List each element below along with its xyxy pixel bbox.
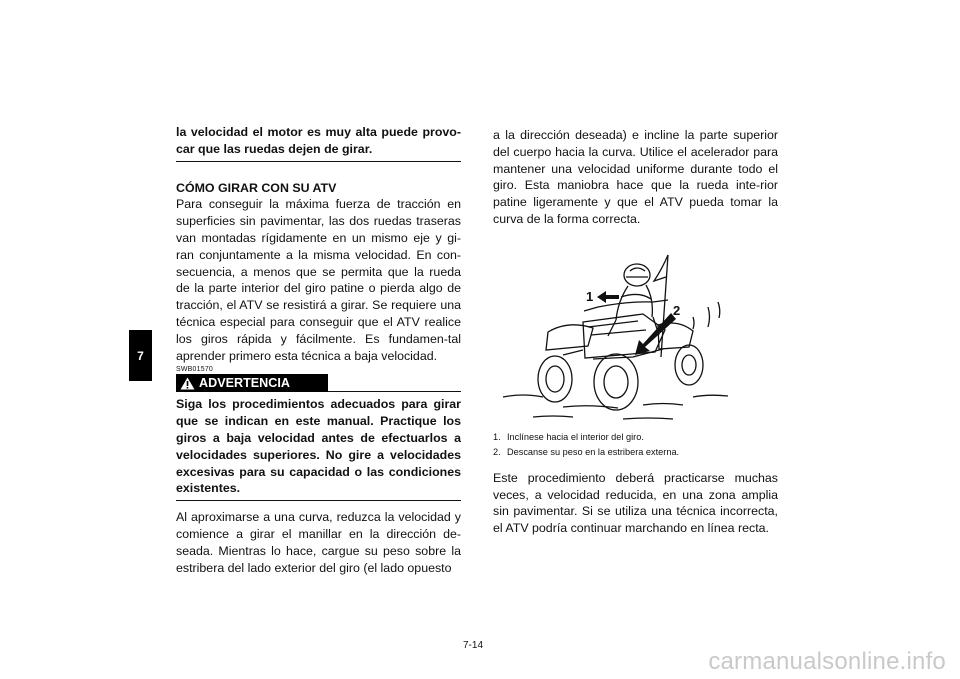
caption-item [493, 430, 778, 445]
warning-header [176, 374, 461, 392]
right-column [493, 127, 778, 537]
caption-text: Inclínese hacia el interior del giro. [507, 431, 644, 442]
warning-text: Siga los procedimientos adecuados para girar que se indican en este manual. Practique los giros a baja velocidad antes de efectuarlos a velocidades superiores. No gire a velocidades excesivas para su capacidad o las condiciones existentes. [176, 397, 461, 496]
chapter-tab: 7 [129, 330, 152, 381]
figure-captions [493, 430, 778, 460]
paragraph: Al aproximarse a una curva, reduzca la velocidad y comience a girar el manillar en la dirección de-seada. Mientras lo hace, cargue su peso sobre la estribera del lado exterior del giro (el lado opuesto [176, 510, 461, 575]
paragraph: Para conseguir la máxima fuerza de tracción en superficies sin pavimentar, las dos ruedas traseras van montadas rígidamente en un mismo eje y gi-ran conjuntamente a la misma velocidad. En con-secuencia, a menos que se permita que la rueda de la parte interior del giro patine o pierda algo de tracción, el ATV se resistirá a girar. Se requiere una técnica especial para conseguir que el ATV realice los giros rápida y fácilmente. Es fundamen-tal aprender primero esta técnica a baja velocidad. [176, 197, 461, 363]
watermark: carmanualsonline.info [708, 648, 946, 675]
caption-number: 2. [493, 446, 501, 457]
atv-turning-illustration [493, 247, 778, 422]
divider [176, 500, 461, 501]
warning-code: SWB01570 [176, 366, 214, 374]
paragraph: a la dirección deseada) e incline la parte superior del cuerpo hacia la curva. Utilice el acelerador para mantener una velocidad uniforme durante todo el giro. Esta maniobra hace que la rueda inte-rior patine ligeramente y que el ATV pueda tomar la curva de la forma correcta. [493, 128, 778, 226]
warning-label: ADVERTENCIA [199, 376, 290, 391]
paragraph: Este procedimiento deberá practicarse muchas veces, a velocidad reducida, en una zona amplia sin pavimentar. Si se utiliza una técnica incorrecta, el ATV podría continuar marchando en línea recta. [493, 470, 778, 536]
caption-item [493, 445, 778, 460]
section-heading: CÓMO GIRAR CON SU ATV [176, 180, 337, 195]
intro-warning-continuation: la velocidad el motor es muy alta puede provo-car que las ruedas dejen de girar. [176, 125, 461, 156]
warning-badge [176, 374, 328, 392]
caption-number: 1. [493, 431, 501, 442]
divider [176, 161, 461, 162]
atv-rider-drawing [493, 247, 778, 422]
caption-text: Descanse su peso en la estribera externa. [507, 446, 680, 457]
figure-label-1: 1 [586, 288, 594, 304]
warning-rule [328, 391, 461, 392]
warning-triangle-icon [180, 377, 195, 390]
left-column [176, 124, 461, 576]
figure-label-2: 2 [673, 302, 681, 318]
page-number: 7-14 [463, 640, 484, 651]
